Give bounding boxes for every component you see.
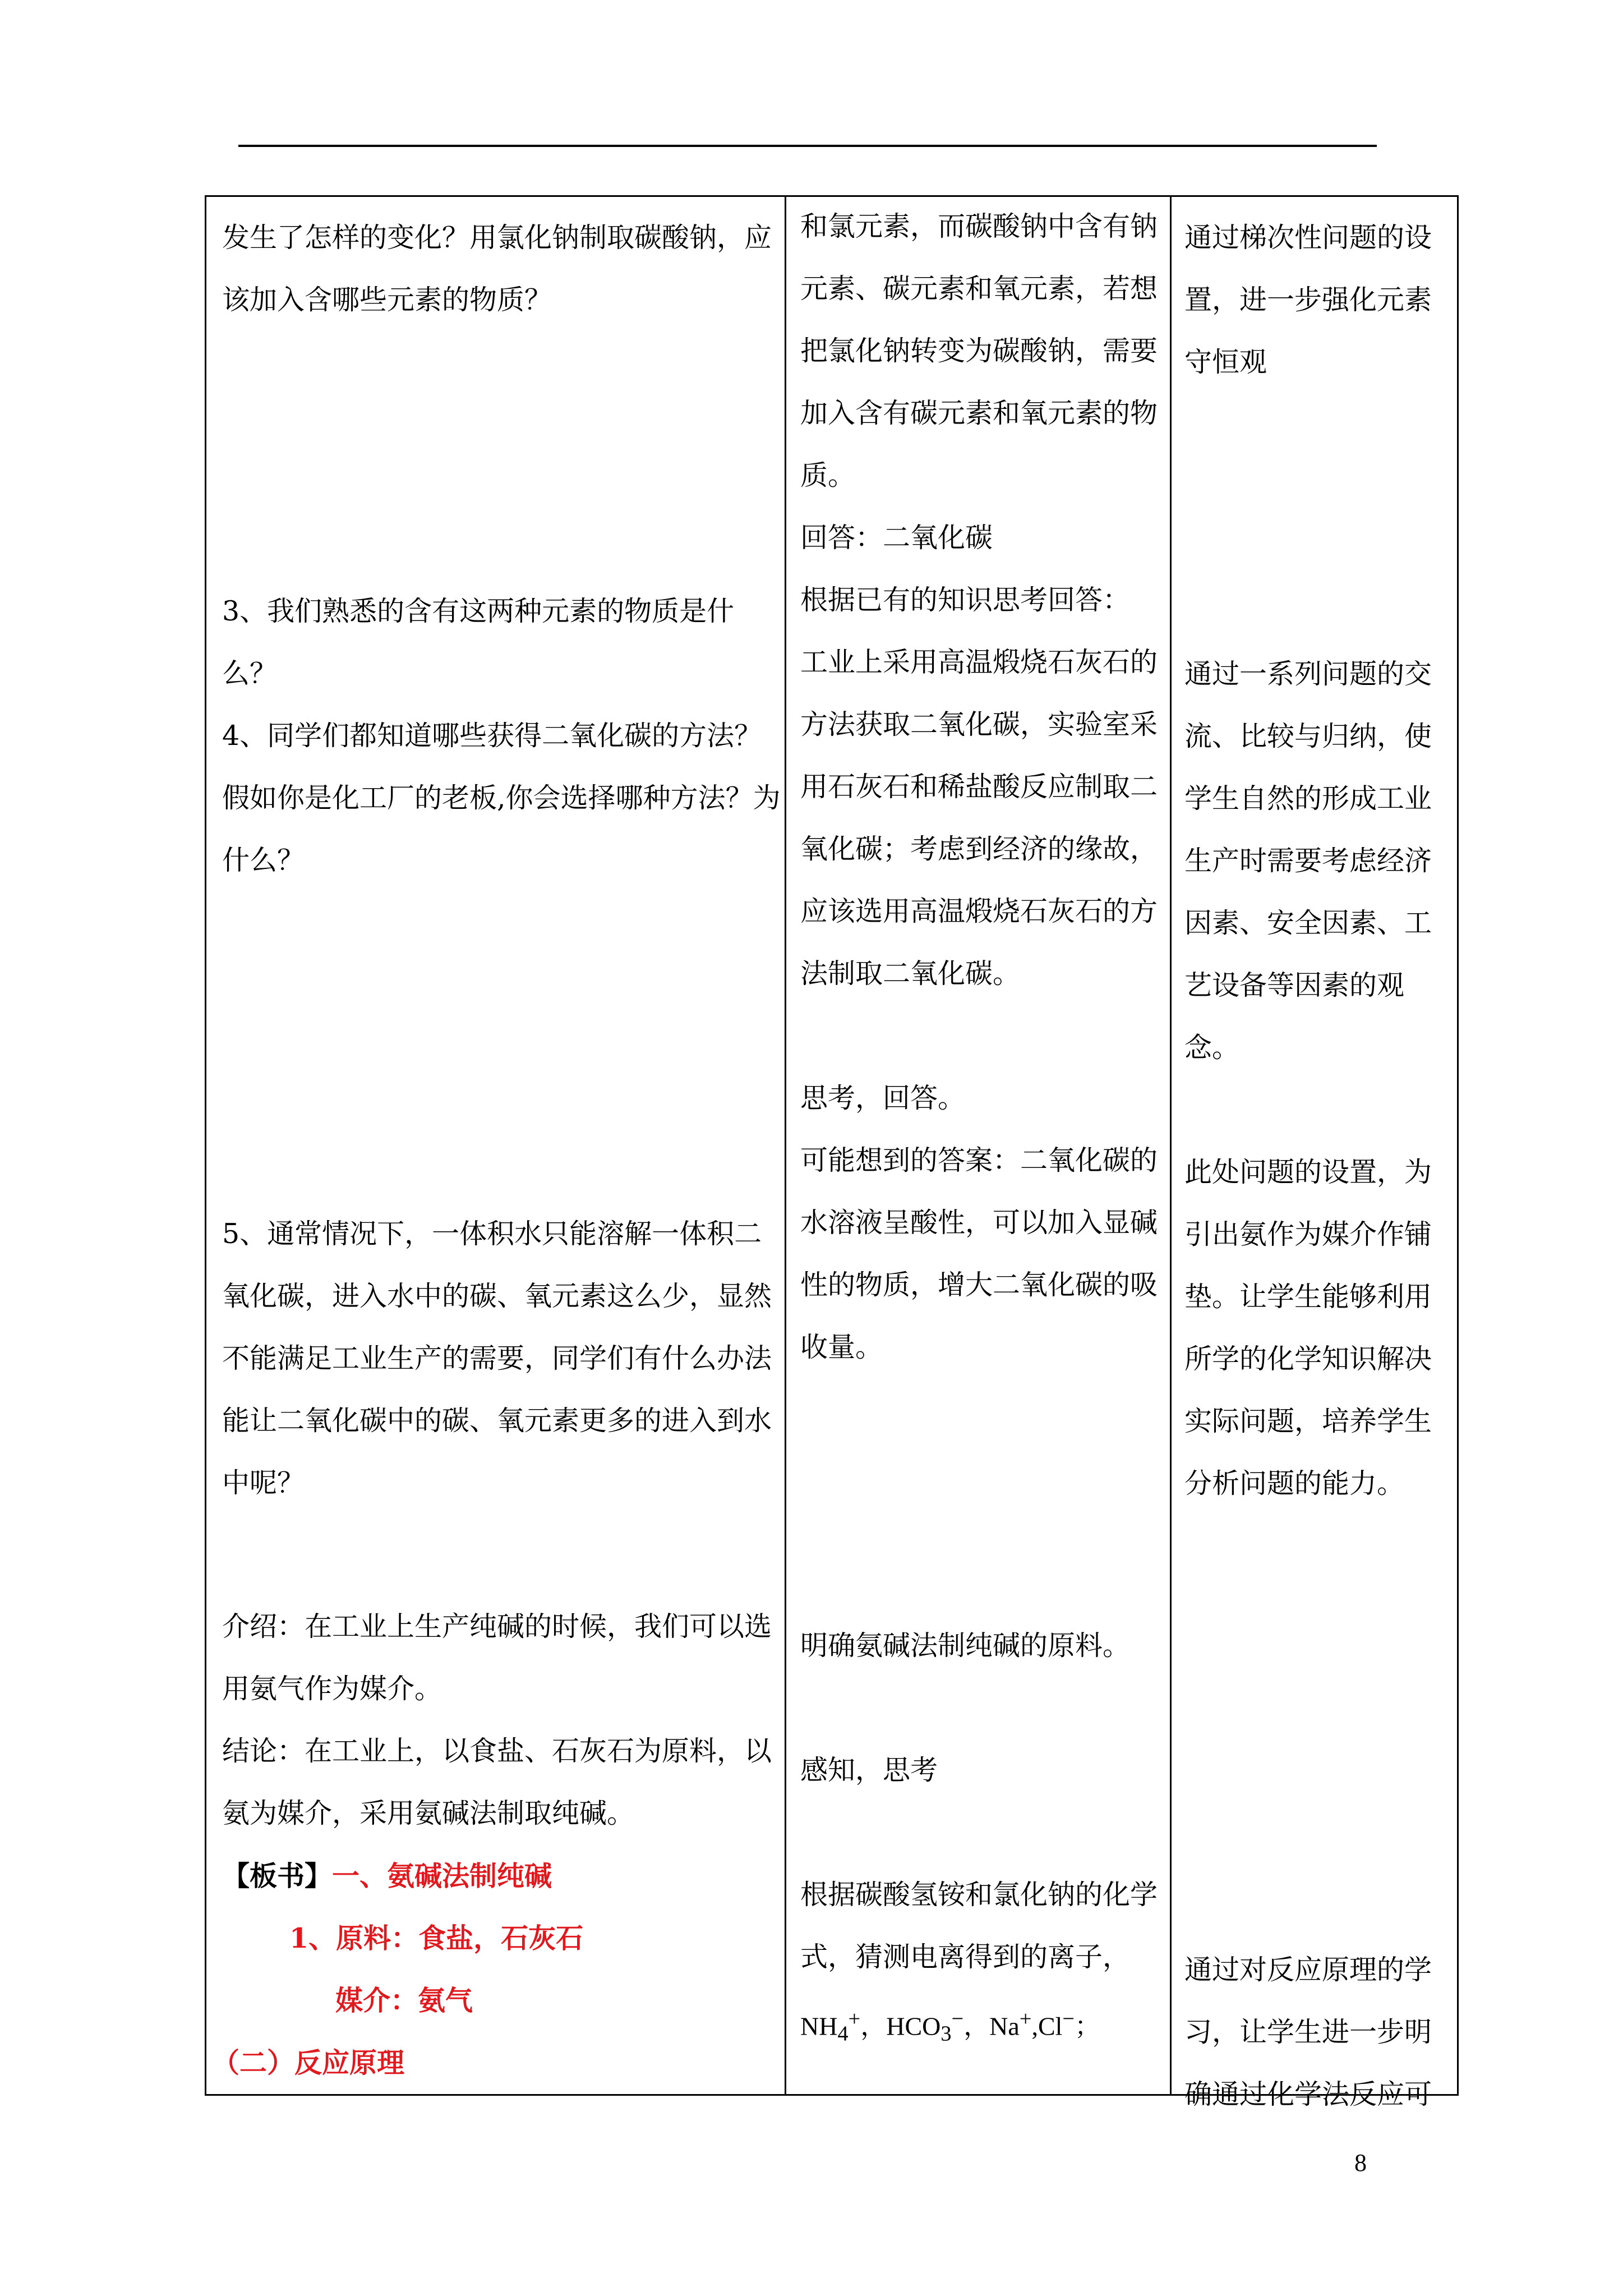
ion-cl: Cl — [1038, 2012, 1063, 2041]
ion-nh4-subscript: 4 — [837, 2022, 849, 2046]
ion-na: Na — [989, 2012, 1020, 2041]
student-think-reply: 思考，回答。 — [800, 1082, 966, 1114]
teacher-question-continued: 发生了怎样的变化？用氯化钠制取碳酸钠，应该加入含哪些元素的物质？ — [222, 222, 772, 316]
header-rule — [238, 145, 1377, 147]
student-raw-materials: 明确氨碱法制纯碱的原料。 — [800, 1630, 1131, 1662]
ion-cl-charge: − — [1062, 2007, 1075, 2031]
ion-separator: ， — [963, 2012, 990, 2041]
intent-reaction-principle: 通过对反应原理的学习，让学生进一步明确通过化学法反应可 — [1184, 1954, 1432, 2110]
design-intent-column — [1172, 195, 1457, 2110]
student-ion-guess: 根据碳酸氢铵和氯化钠的化学式，猜测电离得到的离子， — [800, 1879, 1158, 1973]
student-co2-methods: 工业上采用高温煅烧石灰石的方法获取二氧化碳，实验室采用石灰石和稀盐酸反应制取二氧化碳；考虑到经济的缘故，应该选用高温煅烧石灰石的方法制取二氧化碳。 — [800, 646, 1158, 990]
student-answer-elements: 和氯元素，而碳酸钠中含有钠元素、碳元素和氧元素，若想把氯化钠转变为碳酸钠，需要加入含有碳元素和氧元素的物质。 — [800, 210, 1158, 491]
intent-ammonia-medium: 此处问题的设置，为引出氨作为媒介作铺垫。让学生能够利用所学的化学知识解决实际问题，培养学生分析问题的能力。 — [1184, 1156, 1432, 1499]
student-answer-co2: 回答：二氧化碳 — [800, 522, 993, 554]
ion-hco3: HCO — [886, 2012, 941, 2041]
ion-nh4: NH — [800, 2012, 838, 2041]
ion-end: ； — [1075, 2012, 1101, 2041]
board-heading — [222, 1845, 783, 1907]
ion-nh4-charge: + — [848, 2007, 861, 2031]
board-item-medium: 媒介：氨气 — [335, 1984, 473, 2017]
teacher-activity-column — [206, 195, 785, 2096]
ion-separator: , — [1031, 2012, 1038, 2041]
board-prefix: 【板书】 — [222, 1860, 333, 1892]
student-think-answer: 根据已有的知识思考回答： — [800, 584, 1131, 616]
ion-hco3-subscript: 3 — [940, 2022, 952, 2046]
intent-industrial-factors: 通过一系列问题的交流、比较与归纳，使学生自然的形成工业生产时需要考虑经济因素、安全因素、工艺设备等因素的观念。 — [1184, 658, 1432, 1064]
board-item-raw-materials: 1、原料：食盐，石灰石 — [289, 1922, 584, 1954]
teacher-question-3: 3、我们熟悉的含有这两种元素的物质是什么？ — [222, 595, 735, 689]
student-perceive-think: 感知，思考 — [800, 1754, 938, 1786]
student-possible-answer: 可能想到的答案：二氧化碳的水溶液呈酸性，可以加入显碱性的物质，增大二氧化碳的吸收量。 — [800, 1144, 1158, 1363]
ion-separator: ， — [860, 2012, 887, 2041]
board-item-reaction-principle: （二）反应原理 — [212, 2046, 405, 2079]
teacher-question-5: 5、通常情况下，一体积水只能溶解一体积二氧化碳，进入水中的碳、氧元素这么少，显然不能满足工业生产的需要，同学们有什么办法能让二氧化碳中的碳、氧元素更多的进入到水中呢？ — [222, 1218, 772, 1499]
student-activity-column — [786, 195, 1170, 2096]
teacher-conclusion: 结论：在工业上，以食盐、石灰石为原料，以氨为媒介，采用氨碱法制取纯碱。 — [222, 1735, 772, 1829]
page-number: 8 — [1354, 2149, 1367, 2177]
teacher-question-4: 4、同学们都知道哪些获得二氧化碳的方法？假如你是化工厂的老板,你会选择哪种方法？为什么？ — [222, 720, 781, 876]
intent-element-conservation: 通过梯次性问题的设置，进一步强化元素守恒观 — [1184, 222, 1432, 378]
board-title: 一、氨碱法制纯碱 — [332, 1860, 552, 1892]
ion-hco3-charge: − — [951, 2007, 964, 2031]
ion-na-charge: + — [1019, 2007, 1032, 2031]
teacher-introduction: 介绍：在工业上生产纯碱的时候，我们可以选用氨气作为媒介。 — [222, 1611, 772, 1705]
ion-formulas — [800, 1988, 1170, 2065]
